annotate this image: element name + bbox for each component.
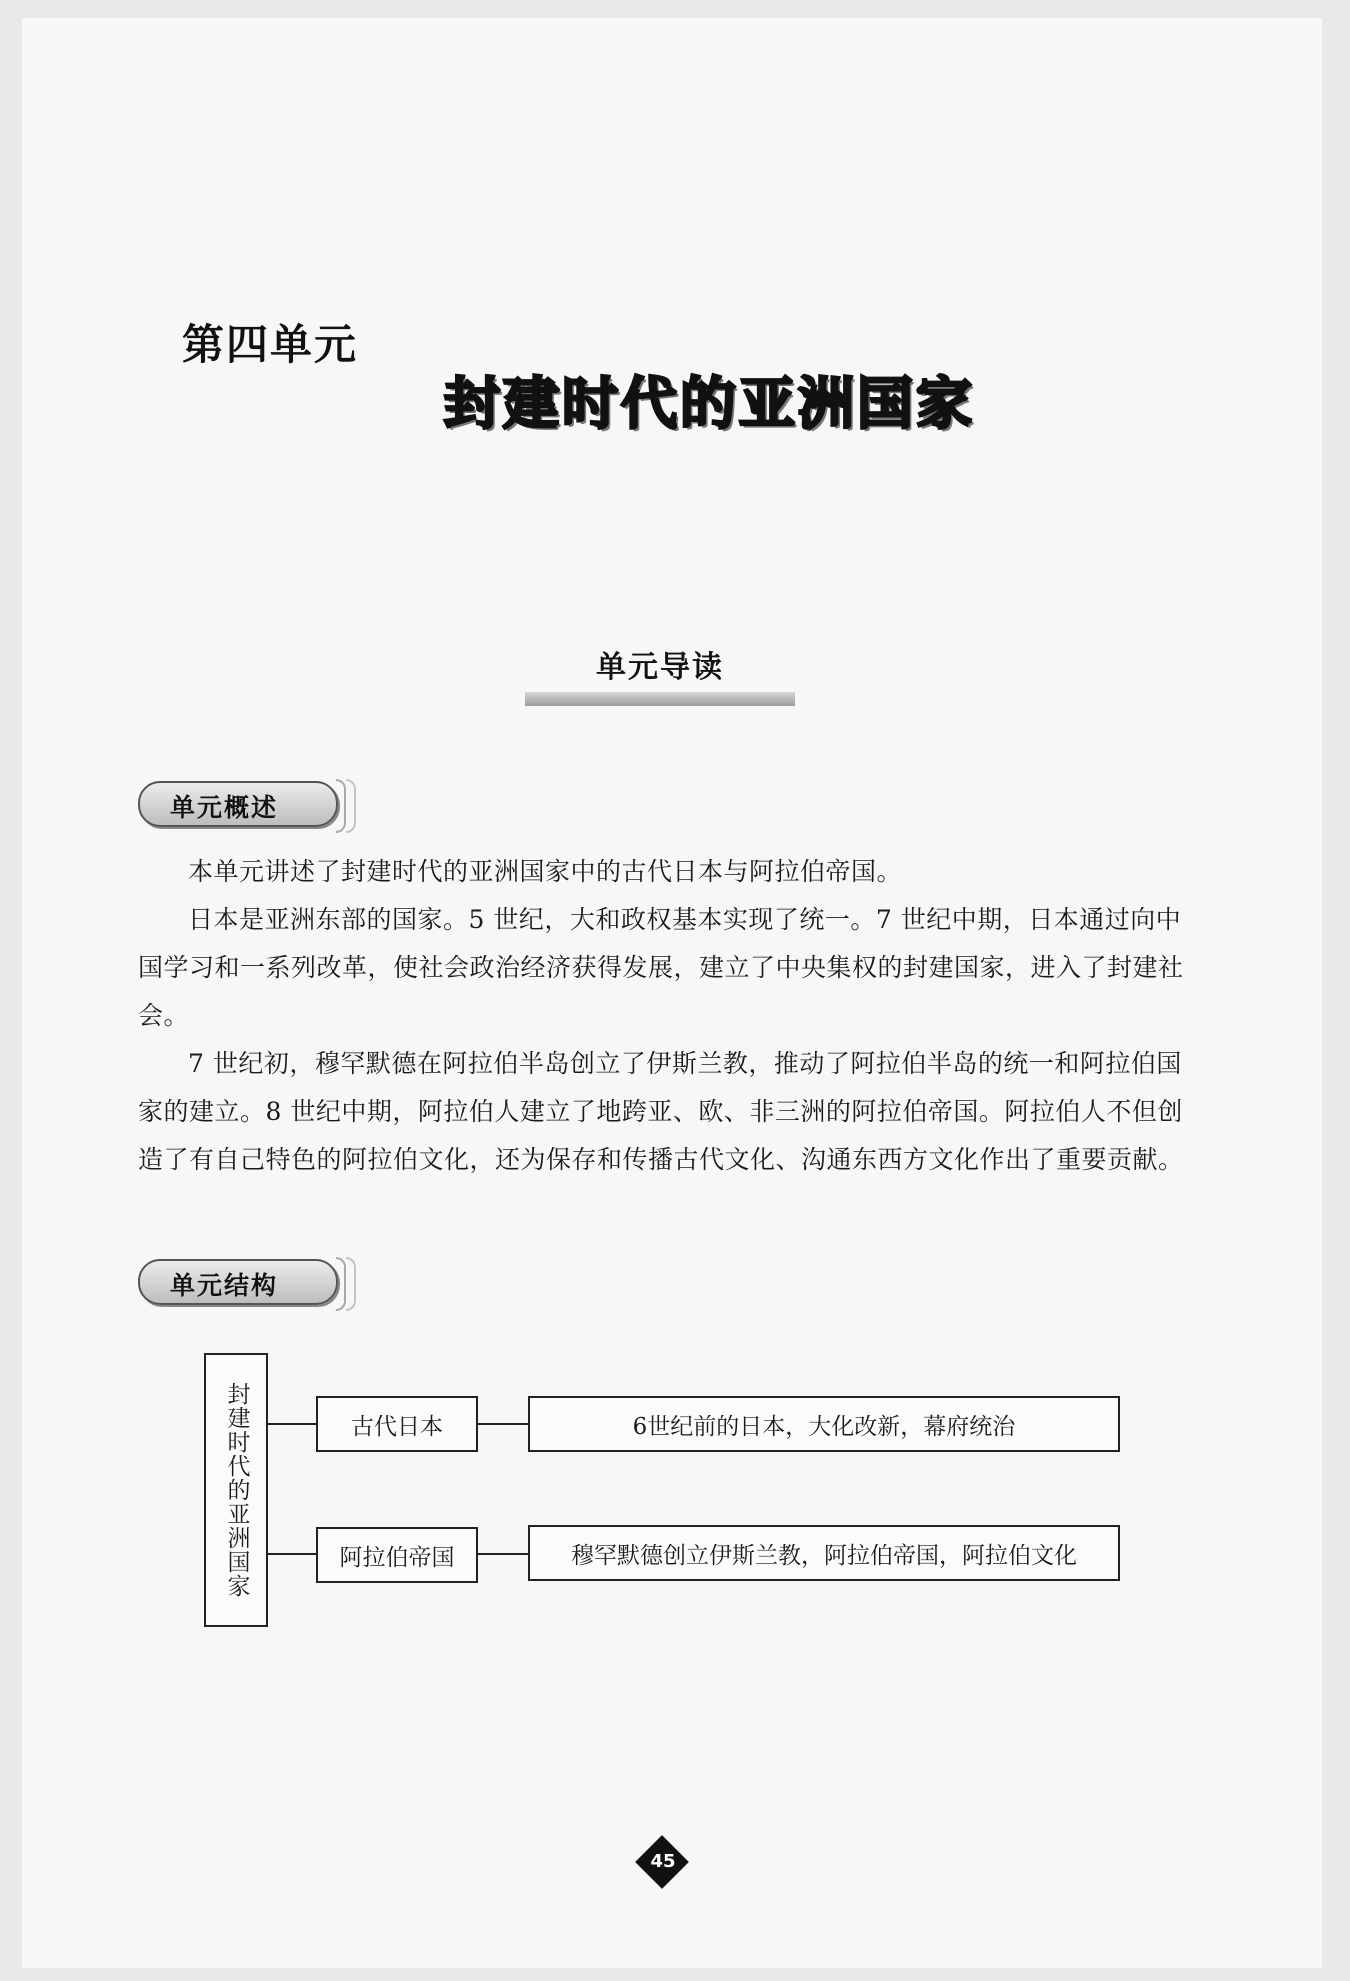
guide-title: 单元导读 (596, 650, 724, 685)
tag-ripple-decoration (346, 779, 356, 833)
tag-ripple-decoration (336, 779, 346, 833)
diagram-branch-arab: 阿拉伯帝国 (316, 1527, 478, 1583)
unit-label: 第四单元 (182, 320, 359, 369)
diagram-detail-arab: 穆罕默德创立伊斯兰教，阿拉伯帝国，阿拉伯文化 (528, 1525, 1120, 1581)
diagram-detail-japan: 6世纪前的日本，大化改新，幕府统治 (528, 1396, 1120, 1452)
tag-ripple-decoration (336, 1257, 346, 1311)
guide-underline-bar (525, 692, 795, 706)
overview-paragraph: 日本是亚洲东部的国家。5 世纪，大和政权基本实现了统一。7 世纪中期，日本通过向中国学习和一系列改革，使社会政治经济获得发展，建立了中央集权的封建国家，进入了封建社会。 (138, 905, 1184, 1030)
unit-title: 封建时代的亚洲国家 (444, 372, 975, 437)
structure-tag (138, 1259, 338, 1305)
overview-paragraph: 本单元讲述了封建时代的亚洲国家中的古代日本与阿拉伯帝国。 (188, 857, 903, 886)
page-number: 45 (650, 1851, 676, 1872)
connector-line (268, 1423, 316, 1425)
overview-tag-label: 单元概述 (170, 793, 279, 822)
connector-line (478, 1553, 528, 1555)
diagram-root-box: 封建时代的亚洲国家 (204, 1353, 268, 1627)
tag-ripple-decoration (346, 1257, 356, 1311)
structure-tag-label: 单元结构 (170, 1271, 279, 1300)
connector-line (478, 1423, 528, 1425)
guide-heading (525, 642, 795, 706)
diagram-branch-japan: 古代日本 (316, 1396, 478, 1452)
overview-tag (138, 781, 338, 827)
connector-line (268, 1553, 316, 1555)
overview-paragraph: 7 世纪初，穆罕默德在阿拉伯半岛创立了伊斯兰教，推动了阿拉伯半岛的统一和阿拉伯国家的建立。8 世纪中期，阿拉伯人建立了地跨亚、欧、非三洲的阿拉伯帝国。阿拉伯人不但创造了有自己特色的阿拉伯文化，还为保存和传播古代文化、沟通东西方文化作出了重要贡献。 (138, 1049, 1184, 1174)
overview-text (138, 848, 1186, 1184)
